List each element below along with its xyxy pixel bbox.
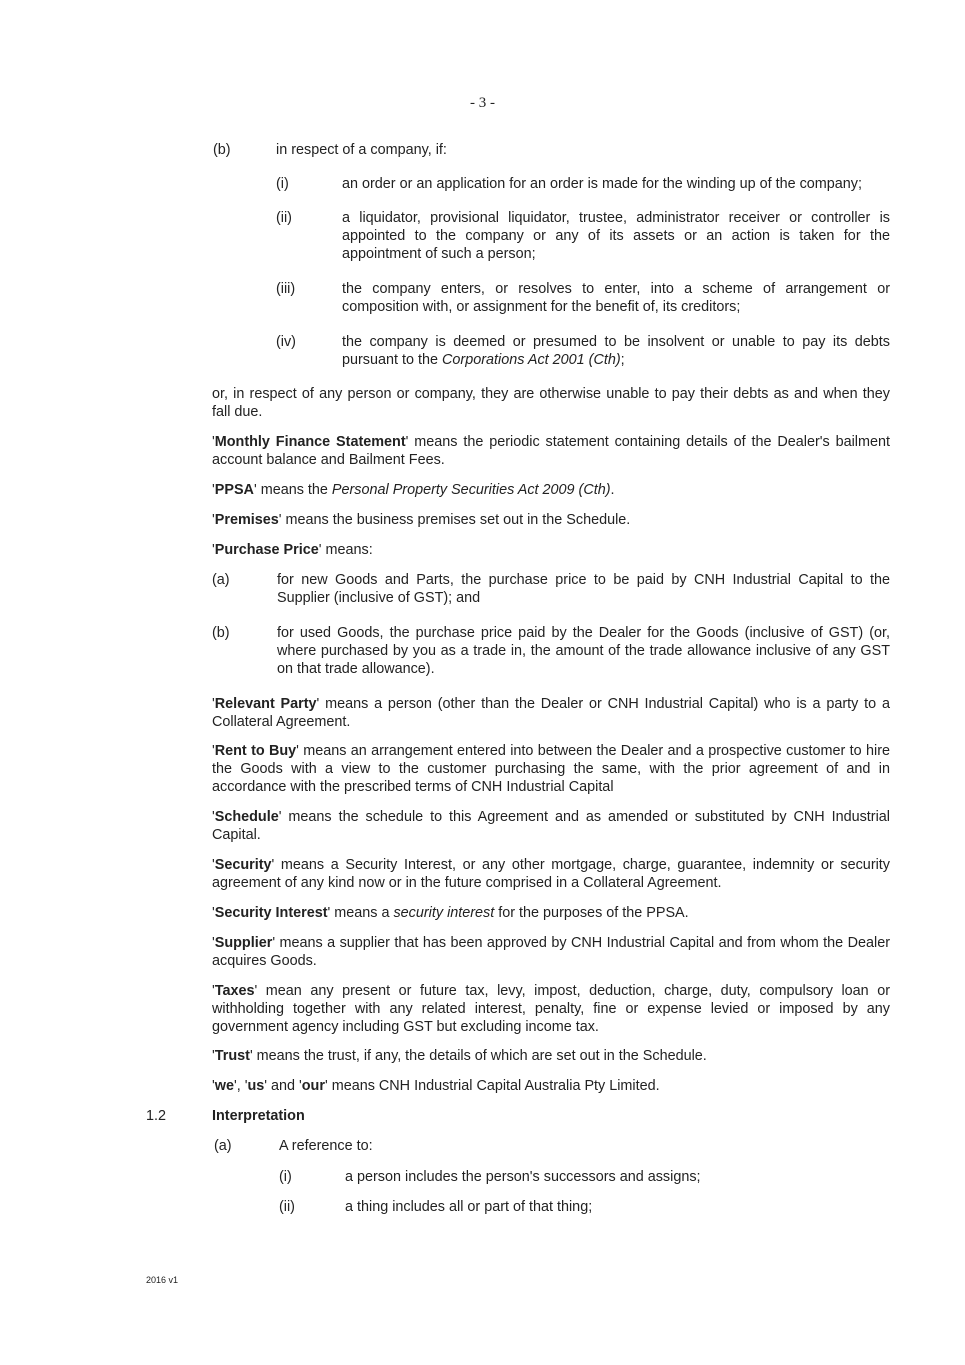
interp-i-text: a person includes the person's successors and assigns;	[345, 1169, 701, 1185]
item-iv-label: (iv)	[276, 334, 296, 350]
item-ii-label: (ii)	[276, 210, 292, 226]
def-premises: 'Premises' means the business premises set out in the Schedule.	[212, 512, 631, 528]
def-security-interest: 'Security Interest' means a security interest for the purposes of the PPSA.	[212, 905, 689, 921]
purchase-price-a-label: (a)	[212, 572, 230, 588]
def-schedule: 'Schedule' means the schedule to this Agreement and as amended or substituted by CNH Industrial Capital.	[212, 809, 890, 843]
item-iii-label: (iii)	[276, 281, 296, 297]
footer-version: 2016 v1	[146, 1275, 179, 1285]
item-iv-text: the company is deemed or presumed to be insolvent or unable to pay its debts pursuant to the Corporations Act 2001 (Cth);	[342, 334, 890, 368]
insolvency-tail: or, in respect of any person or company, they are otherwise unable to pay their debts as and when they fall due.	[212, 386, 890, 420]
def-relevant-party: 'Relevant Party' means a person (other than the Dealer or CNH Industrial Capital) who is a party to a Collateral Agreement.	[212, 696, 890, 730]
item-b-text: in respect of a company, if:	[276, 142, 447, 158]
interp-i-label: (i)	[279, 1169, 292, 1185]
def-security: 'Security' means a Security Interest, or any other mortgage, charge, guarantee, indemnity or security agreement of any kind now or in the future comprised in a Collateral Agreement.	[212, 857, 890, 891]
interp-a-label: (a)	[214, 1138, 232, 1154]
section-number: 1.2	[146, 1108, 167, 1124]
def-supplier: 'Supplier' means a supplier that has been approved by CNH Industrial Capital and from whom the Dealer acquires Goods.	[212, 935, 890, 969]
def-we-us-our: 'we', 'us' and 'our' means CNH Industrial Capital Australia Pty Limited.	[212, 1078, 660, 1094]
def-monthly-finance-statement: 'Monthly Finance Statement' means the periodic statement containing details of the Dealer's bailment account balance and Bailment Fees.	[212, 434, 890, 468]
interp-ii-label: (ii)	[279, 1199, 295, 1215]
purchase-price-a-text: for new Goods and Parts, the purchase price to be paid by CNH Industrial Capital to the Supplier (inclusive of GST); and	[277, 572, 890, 606]
item-iii-text: the company enters, or resolves to enter, into a scheme of arrangement or composition with, or assignment for the benefit of, its creditors;	[342, 281, 890, 315]
def-purchase-price: 'Purchase Price' means:	[212, 542, 373, 558]
def-taxes: 'Taxes' mean any present or future tax, levy, impost, deduction, charge, duty, compulsory loan or withholding together with any related interest, penalty, fine or expense levied or imposed by any government agency including GST but excluding income tax.	[212, 983, 890, 1035]
purchase-price-b-text: for used Goods, the purchase price paid by the Dealer for the Goods (inclusive of GST) (or, where purchased by you as a trade in, the amount of the trade allowance inclusive of any GST on that trade allowance).	[277, 625, 890, 677]
item-b-label: (b)	[213, 142, 231, 158]
section-heading: Interpretation	[212, 1108, 305, 1124]
purchase-price-b-label: (b)	[212, 625, 230, 641]
interp-a-text: A reference to:	[279, 1138, 373, 1154]
def-trust: 'Trust' means the trust, if any, the details of which are set out in the Schedule.	[212, 1048, 707, 1064]
interp-ii-text: a thing includes all or part of that thing;	[345, 1199, 593, 1215]
page-number: - 3 -	[470, 95, 495, 111]
def-rent-to-buy: 'Rent to Buy' means an arrangement entered into between the Dealer and a prospective customer to hire the Goods with a view to the customer purchasing the same, with the prior agreement of and in accordance with the prescribed terms of CNH Industrial Capital	[212, 743, 890, 795]
item-i-text: an order or an application for an order is made for the winding up of the company;	[342, 176, 862, 192]
item-i-label: (i)	[276, 176, 289, 192]
item-ii-text: a liquidator, provisional liquidator, trustee, administrator receiver or controller is appointed to the company or any of its assets or an action is taken for the appointment of such a person;	[342, 210, 890, 262]
def-ppsa: 'PPSA' means the Personal Property Securities Act 2009 (Cth).	[212, 482, 615, 498]
